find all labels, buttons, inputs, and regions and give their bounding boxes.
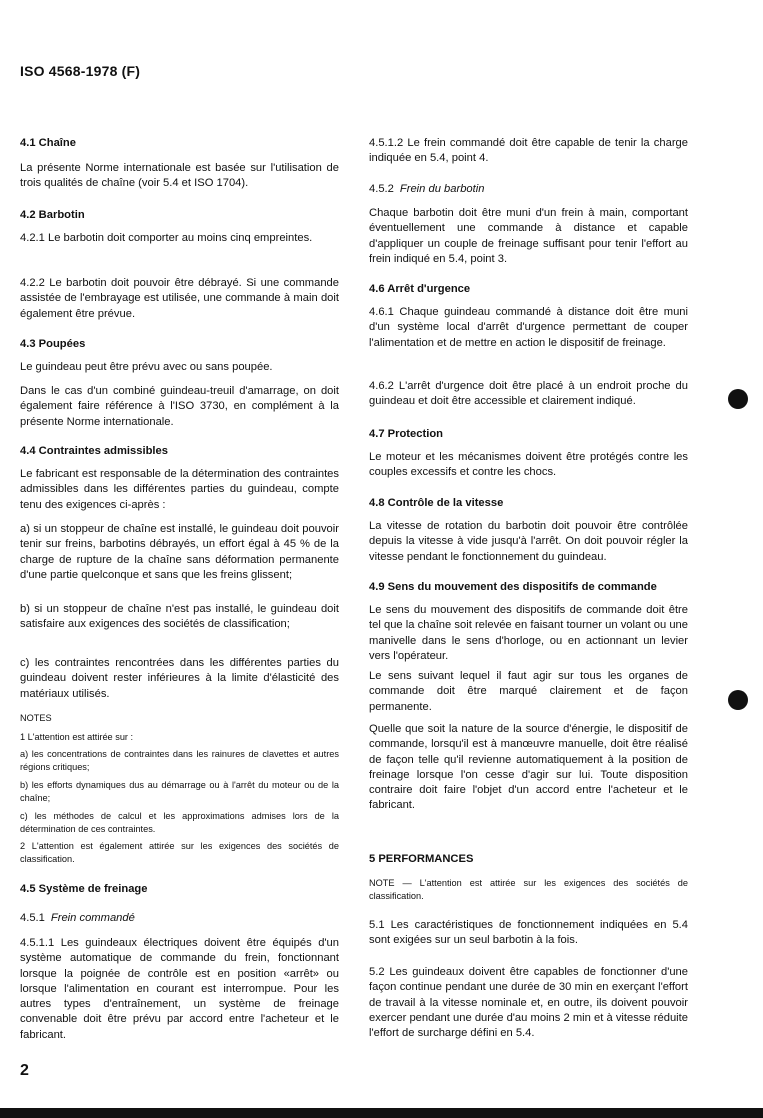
clause-4-6-2: 4.6.2 L'arrêt d'urgence doit être placé à un endroit proche du guindeau et doit être accessible et clairement indiqué. xyxy=(369,380,688,408)
punch-hole-mark xyxy=(728,389,748,409)
notes-heading: NOTES xyxy=(20,713,52,723)
section-4-8-text: La vitesse de rotation du barbotin doit pouvoir être contrôlée depuis la vitesse à vide jusqu'à l'arrêt. On doit pouvoir régler la vitesse pendant le fonctionnement du guindeau. xyxy=(369,520,688,563)
section-4-9-text-3: Quelle que soit la nature de la source d'énergie, le dispositif de commande, lorsqu'il est à manœuvre manuelle, doit être réalisé de façon telle qu'il revienne automatiquement à la position de freinage lorsque l'on cesse d'agir sur lui. Toute disposition contraire doit faire l'objet d'un accord entre l'acheteur et le fabricant. xyxy=(369,723,688,812)
section-5-heading: 5 PERFORMANCES xyxy=(369,853,474,865)
punch-hole-mark xyxy=(728,690,748,710)
clause-4-2-1: 4.2.1 Le barbotin doit comporter au moins cinq empreintes. xyxy=(20,232,313,244)
document-header: ISO 4568-1978 (F) xyxy=(20,63,141,79)
section-4-5-1-heading xyxy=(20,911,339,926)
clause-4-6-1: 4.6.1 Chaque guindeau commandé à distance doit être muni d'un système local d'arrêt d'urgence permettant de couper l'alimentation et de mettre en action le dispositif de freinage. xyxy=(369,306,688,349)
section-4-8-heading: 4.8 Contrôle de la vitesse xyxy=(369,497,504,509)
clause-4-2-2: 4.2.2 Le barbotin doit pouvoir être débrayé. Si une commande assistée de l'embrayage est utilisée, une commande à main doit également être prévue. xyxy=(20,277,339,320)
section-5-note: NOTE — L'attention est attirée sur les exigences des sociétés de classification. xyxy=(369,878,688,901)
section-4-1-heading: 4.1 Chaîne xyxy=(20,137,76,149)
section-4-5-2-heading xyxy=(369,182,688,197)
section-4-4-intro: Le fabricant est responsable de la détermination des contraintes admissibles dans les différentes parties du guindeau, compte tenu des exigences ci-après : xyxy=(20,468,339,511)
section-4-9-text-2: Le sens suivant lequel il faut agir sur tous les organes de commande doit être marqué clairement et de façon permanente. xyxy=(369,670,688,713)
note-2: 2 L'attention est également attirée sur les exigences des sociétés de classification. xyxy=(20,841,339,864)
section-4-9-heading: 4.9 Sens du mouvement des dispositifs de commande xyxy=(369,581,657,593)
list-item-c: c) les contraintes rencontrées dans les différentes parties du guindeau doivent rester inférieures à la limite d'élasticité des matériaux utilisés. xyxy=(20,657,339,700)
section-4-3-text-1: Le guindeau peut être prévu avec ou sans poupée. xyxy=(20,361,273,373)
section-4-5-1-title: Frein commandé xyxy=(50,912,135,924)
note-1-b: b) les efforts dynamiques dus au démarrage ou à l'arrêt du moteur ou de la chaîne; xyxy=(20,780,339,803)
note-1: 1 L'attention est attirée sur : xyxy=(20,732,134,742)
clause-5-1: 5.1 Les caractéristiques de fonctionnement indiquées en 5.4 sont exigées sur un seul barbotin à la fois. xyxy=(369,919,688,947)
section-4-4-heading: 4.4 Contraintes admissibles xyxy=(20,445,168,457)
note-1-a: a) les concentrations de contraintes dans les rainures de clavettes et autres régions critiques; xyxy=(20,749,339,772)
section-4-5-2-number: 4.5.2 xyxy=(369,183,394,195)
list-item-a: a) si un stoppeur de chaîne est installé, le guindeau doit pouvoir tenir sur freins, barbotins débrayés, un effort égal à 45 % de la charge de rupture de la chaîne sans déformation permanente d'une partie quelconque et sans que les freins glissent; xyxy=(20,523,339,581)
section-4-1-text: La présente Norme internationale est basée sur l'utilisation de trois qualités de chaîne (voir 5.4 et ISO 1704). xyxy=(20,162,339,190)
section-4-7-text: Le moteur et les mécanismes doivent être protégés contre les couples excessifs et contre les chocs. xyxy=(369,451,688,479)
list-item-b: b) si un stoppeur de chaîne n'est pas installé, le guindeau doit satisfaire aux exigences des sociétés de classification; xyxy=(20,603,339,631)
section-4-5-2-text: Chaque barbotin doit être muni d'un frein à main, comportant éventuellement une commande à distance et capable d'appliquer un couple de freinage suffisant pour tenir l'effort au frein indiqué en 5.4, point 3. xyxy=(369,207,688,265)
section-4-5-1-number: 4.5.1 xyxy=(20,912,45,924)
page-number: 2 xyxy=(20,1062,29,1079)
clause-4-5-1-2: 4.5.1.2 Le frein commandé doit être capable de tenir la charge indiquée en 5.4, point 4. xyxy=(369,137,688,165)
section-4-2-heading: 4.2 Barbotin xyxy=(20,209,85,221)
note-1-c: c) les méthodes de calcul et les approximations admises lors de la détermination de ces contraintes. xyxy=(20,811,339,834)
section-4-9-text-1: Le sens du mouvement des dispositifs de commande doit être tel que la chaîne soit relevée en faisant tourner un volant ou une manivelle dans le sens d'horloge, ou en actionnant un levier vers l'opérateur. xyxy=(369,604,688,662)
clause-5-2: 5.2 Les guindeaux doivent être capables de fonctionner d'une façon continue pendant une durée de 30 min en exerçant l'effort de travail à la vitesse nominale et, en outre, ils doivent pouvoir exercer pendant une durée d'au moins 2 min et à vitesse réduite l'effort de surcharge défini en 5.4. xyxy=(369,966,688,1040)
section-4-3-heading: 4.3 Poupées xyxy=(20,338,86,350)
section-4-5-heading: 4.5 Système de freinage xyxy=(20,883,148,895)
section-4-7-heading: 4.7 Protection xyxy=(369,428,443,440)
section-4-5-2-title: Frein du barbotin xyxy=(399,183,485,195)
section-4-6-heading: 4.6 Arrêt d'urgence xyxy=(369,283,471,295)
bottom-scan-border xyxy=(0,1108,763,1118)
section-4-3-text-2: Dans le cas d'un combiné guindeau-treuil d'amarrage, on doit également faire référence à l'ISO 3730, en complément à la présente Norme internationale. xyxy=(20,385,339,428)
clause-4-5-1-1: 4.5.1.1 Les guindeaux électriques doivent être équipés d'un système automatique de commande du frein, fonctionnant lorsque la poignée de contrôle est en position «arrêt» ou lorsque l'alimentation en courant est interrompue. Pour les autres types d'entraînement, un système de freinage convenable doit être prévu par accord entre l'acheteur et le fabricant. xyxy=(20,937,339,1041)
